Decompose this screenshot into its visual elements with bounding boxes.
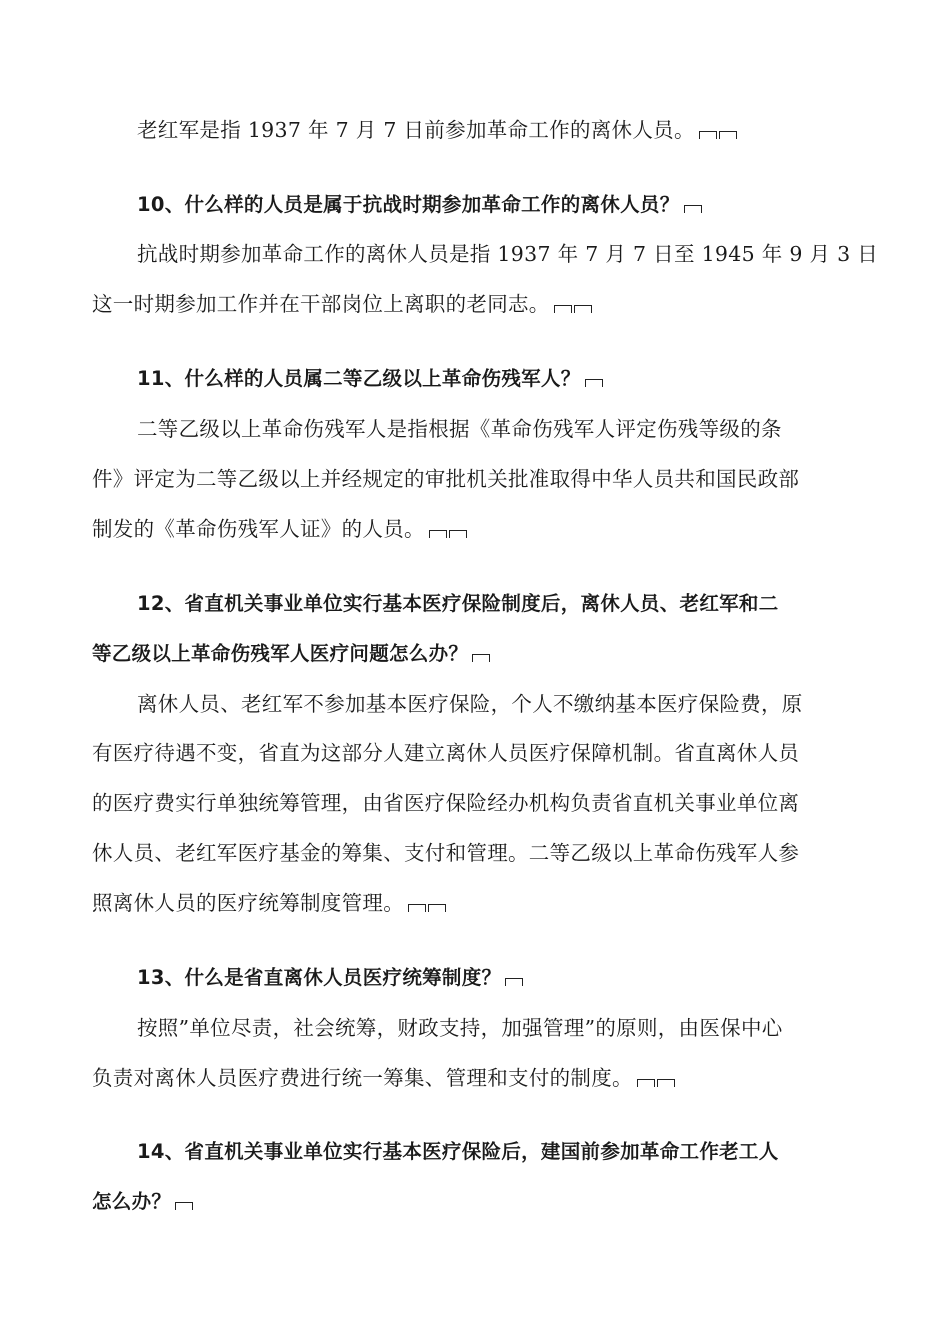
text-run: 休人员、老红军医疗基金的筹集、支付和管理。二等乙级以上革命伤残军人参 — [92, 841, 800, 865]
question-11 — [137, 363, 862, 395]
paragraph-mark-icon — [429, 530, 447, 538]
text-run: 的医疗费实行单独统筹管理，由省医疗保险经办机构负责省直机关事业单位离 — [92, 791, 800, 815]
text-run: 11、什么样的人员属二等乙级以上革命伤残军人？ — [137, 367, 581, 390]
answer-text — [92, 513, 862, 545]
paragraph-mark-icon — [637, 1079, 655, 1087]
answer-text — [92, 887, 862, 919]
text-run: 有医疗待遇不变，省直为这部分人建立离休人员医疗保障机制。省直离休人员 — [92, 741, 800, 765]
paragraph-mark-icon — [585, 379, 603, 387]
answer-text — [92, 288, 862, 320]
text-run: 抗战时期参加革命工作的离休人员是指 1937 年 7 月 7 日至 1945 年 9 月 3 日 — [137, 242, 879, 266]
answer-text — [92, 787, 862, 819]
text-run: 10、什么样的人员是属于抗战时期参加革命工作的离休人员？ — [137, 193, 680, 216]
text-run: 件》评定为二等乙级以上并经规定的审批机关批准取得中华人员共和国民政部 — [92, 467, 800, 491]
paragraph-mark-icon — [574, 305, 592, 313]
text-run: 离休人员、老红军不参加基本医疗保险，个人不缴纳基本医疗保险费，原 — [137, 692, 803, 716]
text-run: 这一时期参加工作并在干部岗位上离职的老同志。 — [92, 292, 550, 316]
paragraph-mark-icon — [408, 904, 426, 912]
answer-text — [92, 737, 862, 769]
text-run: 二等乙级以上革命伤残军人是指根据《革命伤残军人评定伤残等级的条 — [137, 417, 782, 441]
text-run: 等乙级以上革命伤残军人医疗问题怎么办？ — [92, 642, 469, 665]
paragraph-mark-icon — [175, 1202, 193, 1210]
text-run: 13、什么是省直离休人员医疗统筹制度？ — [137, 966, 502, 989]
answer-text — [137, 114, 862, 146]
text-run: 怎么办？ — [92, 1190, 172, 1213]
paragraph-mark-icon — [699, 131, 717, 139]
paragraph-mark-icon — [719, 131, 737, 139]
paragraph-mark-icon — [684, 205, 702, 213]
question-13 — [137, 962, 862, 994]
question-10 — [137, 189, 862, 221]
answer-text — [137, 238, 879, 270]
question-14 — [137, 1136, 862, 1168]
paragraph-mark-icon — [505, 978, 523, 986]
paragraph-mark-icon — [657, 1079, 675, 1087]
text-run: 负责对离休人员医疗费进行统一筹集、管理和支付的制度。 — [92, 1066, 633, 1090]
answer-text — [92, 1062, 862, 1094]
text-run: 14、省直机关事业单位实行基本医疗保险后，建国前参加革命工作老工人 — [137, 1140, 779, 1163]
answer-text — [137, 413, 862, 445]
text-run: 按照”单位尽责，社会统筹，财政支持，加强管理”的原则，由医保中心 — [137, 1016, 783, 1040]
paragraph-mark-icon — [428, 904, 446, 912]
question-12-cont — [92, 638, 862, 670]
answer-text — [137, 688, 862, 720]
answer-text — [92, 463, 862, 495]
answer-text — [92, 837, 862, 869]
question-14-cont — [92, 1186, 862, 1218]
text-run: 老红军是指 1937 年 7 月 7 日前参加革命工作的离休人员。 — [137, 118, 695, 142]
answer-text — [137, 1012, 862, 1044]
text-run: 12、省直机关事业单位实行基本医疗保险制度后，离休人员、老红军和二 — [137, 592, 779, 615]
paragraph-mark-icon — [554, 305, 572, 313]
question-12 — [137, 588, 862, 620]
text-run: 照离休人员的医疗统筹制度管理。 — [92, 891, 404, 915]
text-run: 制发的《革命伤残军人证》的人员。 — [92, 517, 425, 541]
paragraph-mark-icon — [472, 654, 490, 662]
paragraph-mark-icon — [449, 530, 467, 538]
